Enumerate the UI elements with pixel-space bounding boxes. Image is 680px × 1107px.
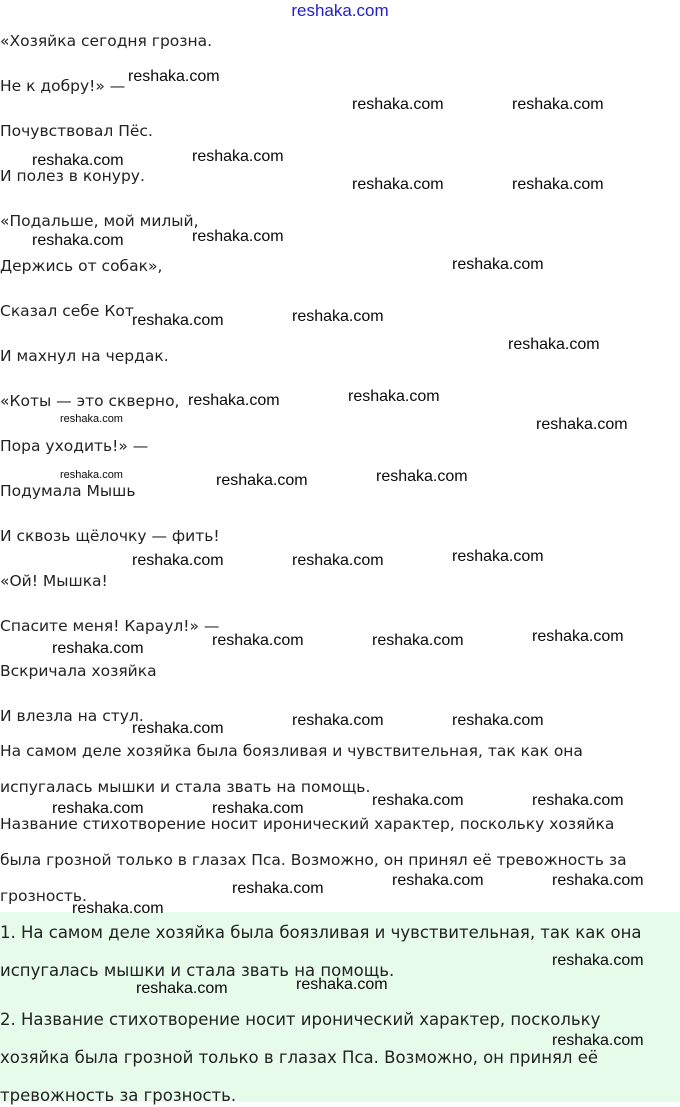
poem-line: Почувствовал Пёс. xyxy=(0,122,153,140)
poem-line: Сказал себе Кот xyxy=(0,302,134,320)
watermark: reshaka.com xyxy=(60,469,123,481)
poem-line: Не к добру!» — xyxy=(0,77,126,95)
watermark: reshaka.com xyxy=(128,68,220,85)
watermark: reshaka.com xyxy=(296,976,388,993)
answer-line: тревожность за грозность. xyxy=(0,1086,237,1105)
poem-line: И полез в конуру. xyxy=(0,167,145,185)
poem-line: «Ой! Мышка! xyxy=(0,572,108,590)
watermark: reshaka.com xyxy=(512,96,604,113)
poem-line: И влезла на стул. xyxy=(0,707,144,725)
answer-line: 2. Название стихотворение носит иронический характер, поскольку xyxy=(0,1010,601,1029)
analysis-line: На самом деле хозяйка была боязливая и чувствительная, так как она xyxy=(0,742,583,760)
watermark: reshaka.com xyxy=(376,468,468,485)
watermark: reshaka.com xyxy=(132,552,224,569)
watermark: reshaka.com xyxy=(532,792,624,809)
watermark: reshaka.com xyxy=(532,628,624,645)
watermark: reshaka.com xyxy=(348,388,440,405)
poem-line: «Коты — это скверно, xyxy=(0,392,180,410)
watermark: reshaka.com xyxy=(136,980,228,997)
answer-line: хозяйка была грозной только в глазах Пса. Возможно, он принял её xyxy=(0,1048,599,1067)
poem-line: «Хозяйка сегодня грозна. xyxy=(0,32,213,50)
site-header-link[interactable]: reshaka.com xyxy=(291,1,389,20)
watermark: reshaka.com xyxy=(132,312,224,329)
poem-line: Вскричала хозяйка xyxy=(0,662,157,680)
poem-line: Пора уходить!» — xyxy=(0,437,149,455)
answer-line: испугалась мышки и стала звать на помощь. xyxy=(0,961,395,980)
analysis-line: грозность. xyxy=(0,887,87,905)
watermark: reshaka.com xyxy=(452,256,544,273)
watermark: reshaka.com xyxy=(52,800,144,817)
poem-line: «Подальше, мой милый, xyxy=(0,212,199,230)
watermark: reshaka.com xyxy=(32,152,124,169)
poem-line: Держись от собак», xyxy=(0,257,163,275)
answer-line: 1. На самом деле хозяйка была боязливая и чувствительная, так как она xyxy=(0,923,642,942)
poem-line: И сквозь щёлочку — фить! xyxy=(0,527,220,545)
watermark: reshaka.com xyxy=(72,900,164,917)
watermark: reshaka.com xyxy=(132,720,224,737)
poem-line: И махнул на чердак. xyxy=(0,347,169,365)
watermark: reshaka.com xyxy=(188,392,280,409)
watermark: reshaka.com xyxy=(552,1032,644,1049)
watermark: reshaka.com xyxy=(352,176,444,193)
watermark: reshaka.com xyxy=(552,952,644,969)
watermark: reshaka.com xyxy=(32,232,124,249)
poem-line: Спасите меня! Караул!» — xyxy=(0,617,220,635)
watermark: reshaka.com xyxy=(292,712,384,729)
watermark: reshaka.com xyxy=(232,880,324,897)
analysis-line: Название стихотворение носит иронический характер, поскольку хозяйка xyxy=(0,815,615,833)
watermark: reshaka.com xyxy=(508,336,600,353)
watermark: reshaka.com xyxy=(392,872,484,889)
analysis-line: была грозной только в глазах Пса. Возможно, он принял её тревожность за xyxy=(0,851,627,869)
watermark: reshaka.com xyxy=(512,176,604,193)
watermark: reshaka.com xyxy=(52,640,144,657)
watermark: reshaka.com xyxy=(192,148,284,165)
watermark: reshaka.com xyxy=(452,548,544,565)
watermark: reshaka.com xyxy=(372,632,464,649)
watermark: reshaka.com xyxy=(372,792,464,809)
watermark: reshaka.com xyxy=(60,413,123,425)
watermark: reshaka.com xyxy=(192,228,284,245)
watermark: reshaka.com xyxy=(212,800,304,817)
watermark: reshaka.com xyxy=(352,96,444,113)
watermark: reshaka.com xyxy=(292,552,384,569)
watermark: reshaka.com xyxy=(536,416,628,433)
watermark: reshaka.com xyxy=(212,632,304,649)
analysis-line: испугалась мышки и стала звать на помощь. xyxy=(0,778,371,796)
poem-line: Подумала Мышь xyxy=(0,482,136,500)
watermark: reshaka.com xyxy=(216,472,308,489)
watermark: reshaka.com xyxy=(452,712,544,729)
watermark: reshaka.com xyxy=(552,872,644,889)
watermark: reshaka.com xyxy=(292,308,384,325)
